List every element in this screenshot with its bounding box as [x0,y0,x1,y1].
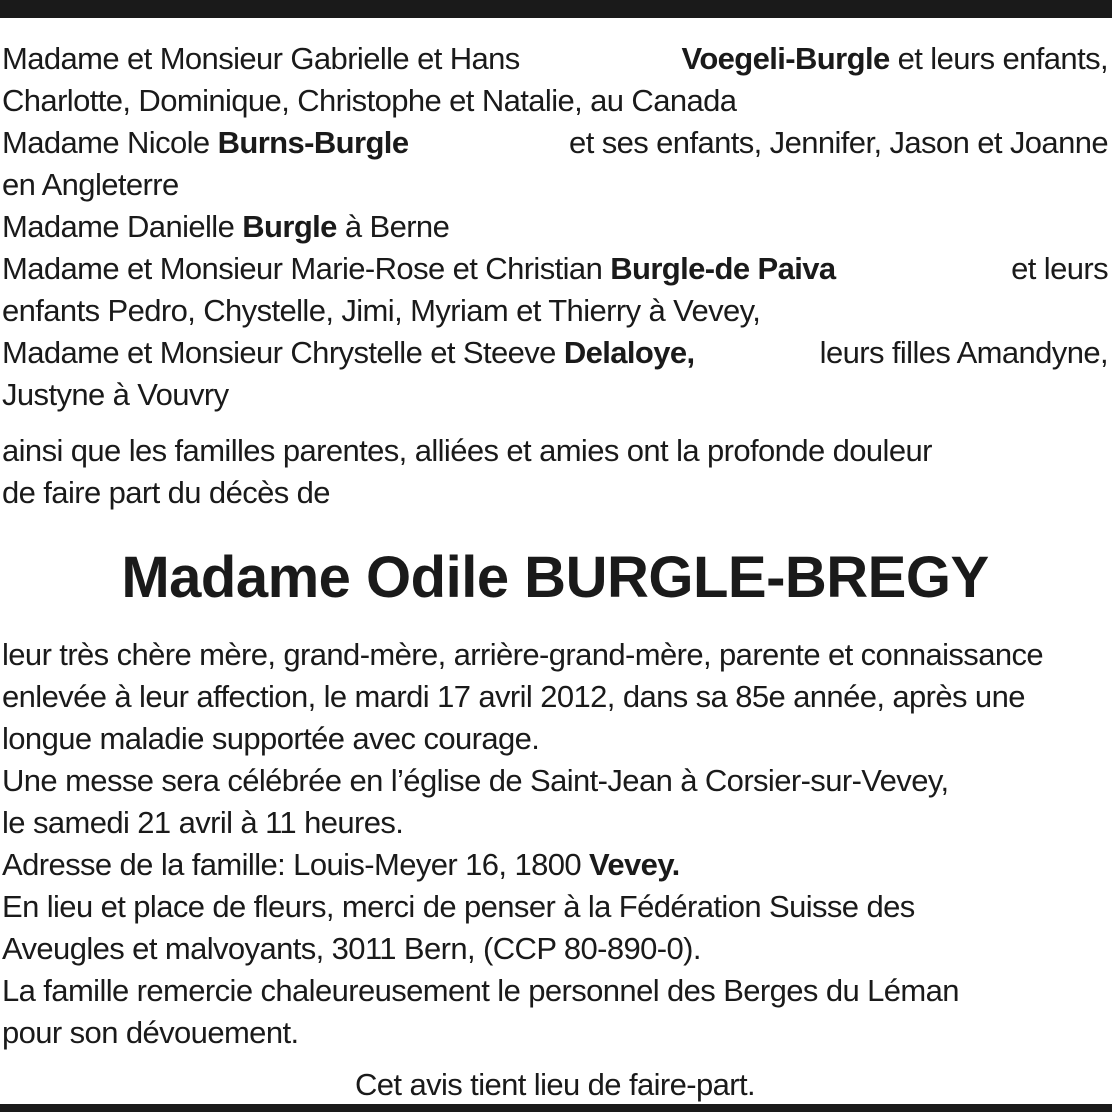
body-line: pour son dévouement. [2,1015,299,1050]
family-name: Burgle [242,209,337,244]
body-line: le samedi 21 avril à 11 heures. [2,805,404,840]
family-line [2,248,1108,290]
family-line [2,38,1108,80]
family-name: Burns-Burgle [217,125,409,160]
address-text: Adresse de la famille: Louis-Meyer 16, 1800 [2,847,590,882]
body-line: Une messe sera célébrée en l’église de Saint-Jean à Corsier-sur-Vevey, [2,763,949,798]
family-line-cont: en Angleterre [2,167,179,202]
family-line [2,332,1108,374]
family-text-pre: Madame et Monsieur Chrystelle et Steeve [2,335,564,370]
address-city: Vevey. [589,847,680,882]
bottom-rule [0,1104,1112,1112]
top-rule [0,0,1112,18]
family-text-pre: Madame Danielle [2,209,243,244]
family-text-pre: Madame Nicole [2,125,218,160]
family-name: Delaloye, [563,335,695,370]
body-line: leur très chère mère, grand-mère, arrière-grand-mère, parente et connaissance [2,637,1044,672]
body-line: En lieu et place de fleurs, merci de penser à la Fédération Suisse des [2,889,915,924]
family-line-cont: Justyne à Vouvry [2,377,229,412]
spacer [2,416,1108,430]
family-name: Burgle-de Paiva [610,251,836,286]
family-text-pre: Madame et Monsieur Gabrielle et Hans [2,41,520,76]
body-line: La famille remercie chaleureusement le personnel des Berges du Léman [2,973,959,1008]
family-text-post: leurs filles Amandyne, [819,335,1108,370]
family-text-post: et ses enfants, Jennifer, Jason et Joanne [569,125,1108,160]
deceased-name-heading: Madame Odile BURGLE-BREGY [121,545,989,610]
family-line-cont: enfants Pedro, Chystelle, Jimi, Myriam et Thierry à Vevey, [2,293,761,328]
body-line: longue maladie supportée avec courage. [2,721,540,756]
obituary-notice [2,38,1108,1106]
intro-line: ainsi que les familles parentes, alliées et amies ont la profonde douleur [2,433,932,468]
family-name: Voegeli-Burgle [681,41,890,76]
body-line: Aveugles et malvoyants, 3011 Bern, (CCP 80-890-0). [2,931,701,966]
family-line-cont: Charlotte, Dominique, Christophe et Natalie, au Canada [2,83,737,118]
family-line [2,122,1108,164]
family-text-post: et leurs enfants, [889,41,1108,76]
family-text-pre: Madame et Monsieur Marie-Rose et Christian [2,251,611,286]
closing-note: Cet avis tient lieu de faire-part. [354,1067,756,1102]
family-text-post: et leurs [1011,251,1108,286]
family-line [2,206,1108,248]
body-line: enlevée à leur affection, le mardi 17 avril 2012, dans sa 85e année, après une [2,679,1025,714]
family-text-post: à Berne [336,209,450,244]
intro-line: de faire part du décès de [2,475,330,510]
address-line [2,844,1108,886]
